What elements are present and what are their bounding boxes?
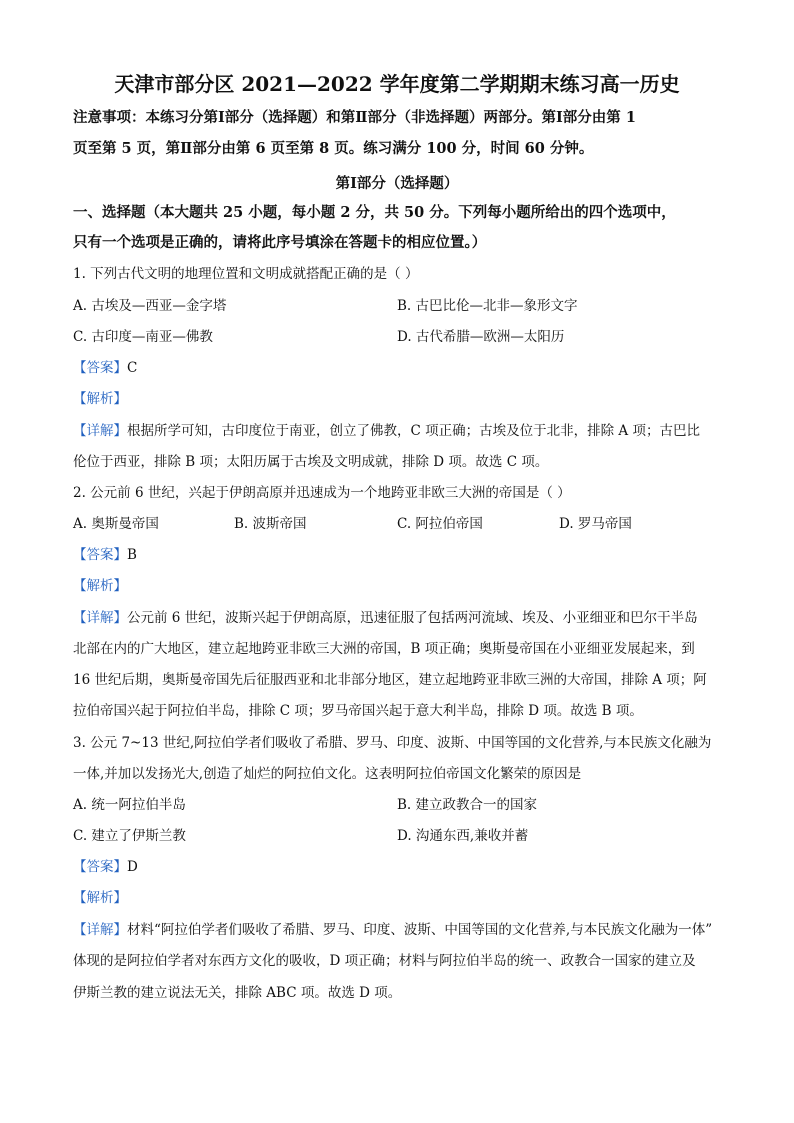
notice-line-2: 页至第 5 页，第Ⅱ部分由第 6 页至第 8 页。练习满分 100 分，时间 60 分钟。 xyxy=(73,140,594,157)
question-3-detail-line-3: 伊斯兰教的建立说法无关，排除 ABC 项。故选 D 项。 xyxy=(73,985,402,1001)
question-3-option-c: C. 建立了伊斯兰教 xyxy=(73,828,186,844)
detail-tag: 【详解】 xyxy=(73,423,127,439)
answer-tag: 【答案】 xyxy=(73,360,127,376)
answer-tag: 【答案】 xyxy=(73,859,127,875)
question-3-option-b: B. 建立政教合一的国家 xyxy=(397,797,538,813)
question-1-option-c: C. 古印度—南亚—佛教 xyxy=(73,329,213,345)
question-2-detail-line-2: 北部在内的广大地区，建立起地跨亚非欧三大洲的帝国，B 项正确；奥斯曼帝国在小亚细亚发展起来，到 xyxy=(73,641,695,657)
answer-value: B xyxy=(127,547,137,563)
analysis-tag: 【解析】 xyxy=(73,890,127,906)
question-1-option-b: B. 古巴比伦—北非—象形文字 xyxy=(397,298,578,314)
question-1-stem: 1. 下列古代文明的地理位置和文明成就搭配正确的是（ ） xyxy=(73,266,419,282)
question-2-option-b: B. 波斯帝国 xyxy=(234,516,307,532)
question-2-option-c: C. 阿拉伯帝国 xyxy=(397,516,483,532)
analysis-tag: 【解析】 xyxy=(73,578,127,594)
question-1-option-a: A. 古埃及—西亚—金字塔 xyxy=(73,298,227,314)
answer-value: C xyxy=(127,360,138,376)
answer-tag: 【答案】 xyxy=(73,547,127,563)
question-2-detail-line-4: 拉伯帝国兴起于阿拉伯半岛，排除 C 项；罗马帝国兴起于意大利半岛，排除 D 项。故选 B 项。 xyxy=(73,703,643,719)
part-title: 第Ⅰ部分（选择题） xyxy=(335,175,459,192)
question-1-answer xyxy=(73,358,137,378)
question-2-detail-line-3: 16 世纪后期，奥斯曼帝国先后征服西亚和北非部分地区，建立起地跨亚非欧三洲的大帝国，排除 A 项；阿 xyxy=(73,672,707,688)
question-3-stem-line-2: 一体,并加以发扬光大,创造了灿烂的阿拉伯文化。这表明阿拉伯帝国文化繁荣的原因是 xyxy=(73,766,582,782)
question-3-option-a: A. 统一阿拉伯半岛 xyxy=(73,797,186,813)
analysis-tag: 【解析】 xyxy=(73,391,127,407)
question-2-option-d: D. 罗马帝国 xyxy=(559,516,632,532)
document-title: 天津市部分区 2021—2022 学年度第二学期期末练习高一历史 xyxy=(114,72,680,96)
detail-text: 材料“阿拉伯学者们吸收了希腊、罗马、印度、波斯、中国等国的文化营养,与本民族文化融为一体” xyxy=(127,922,713,938)
section-heading-line-1: 一、选择题（本大题共 25 小题，每小题 2 分，共 50 分。下列每小题所给出的四个选项中， xyxy=(73,204,676,221)
question-1-detail-line-1 xyxy=(73,421,700,441)
question-3-stem-line-1: 3. 公元 7~13 世纪,阿拉伯学者们吸收了希腊、罗马、印度、波斯、中国等国的文化营养,与本民族文化融为 xyxy=(73,735,712,751)
question-3-detail-line-2: 体现的是阿拉伯学者对东西方文化的吸收，D 项正确；材料与阿拉伯半岛的统一、政教合一国家的建立及 xyxy=(73,953,696,969)
question-2-detail-line-1 xyxy=(73,608,698,628)
answer-value: D xyxy=(127,859,138,875)
question-2-option-a: A. 奥斯曼帝国 xyxy=(73,516,159,532)
detail-text: 公元前 6 世纪，波斯兴起于伊朗高原，迅速征服了包括两河流域、埃及、小亚细亚和巴尔干半岛 xyxy=(127,610,698,626)
section-heading-line-2: 只有一个选项是正确的，请将此序号填涂在答题卡的相应位置。） xyxy=(73,234,487,251)
question-3-answer xyxy=(73,857,138,877)
question-3-analysis-tag xyxy=(73,888,127,908)
question-2-stem: 2. 公元前 6 世纪，兴起于伊朗高原并迅速成为一个地跨亚非欧三大洲的帝国是（ ） xyxy=(73,485,571,501)
question-1-option-d: D. 古代希腊—欧洲—太阳历 xyxy=(397,329,565,345)
notice-line-1: 注意事项：本练习分第Ⅰ部分（选择题）和第Ⅱ部分（非选择题）两部分。第Ⅰ部分由第 1 xyxy=(73,109,636,126)
detail-tag: 【详解】 xyxy=(73,610,127,626)
question-2-analysis-tag xyxy=(73,576,127,596)
detail-text: 根据所学可知，古印度位于南亚，创立了佛教，C 项正确；古埃及位于北非，排除 A 项；古巴比 xyxy=(127,423,700,439)
question-1-detail-line-2: 伦位于西亚，排除 B 项；太阳历属于古埃及文明成就，排除 D 项。故选 C 项。 xyxy=(73,454,549,470)
question-2-answer xyxy=(73,545,137,565)
question-3-option-d: D. 沟通东西,兼收并蓄 xyxy=(397,828,529,844)
question-1-analysis-tag xyxy=(73,389,127,409)
detail-tag: 【详解】 xyxy=(73,922,127,938)
question-3-detail-line-1 xyxy=(73,920,712,940)
